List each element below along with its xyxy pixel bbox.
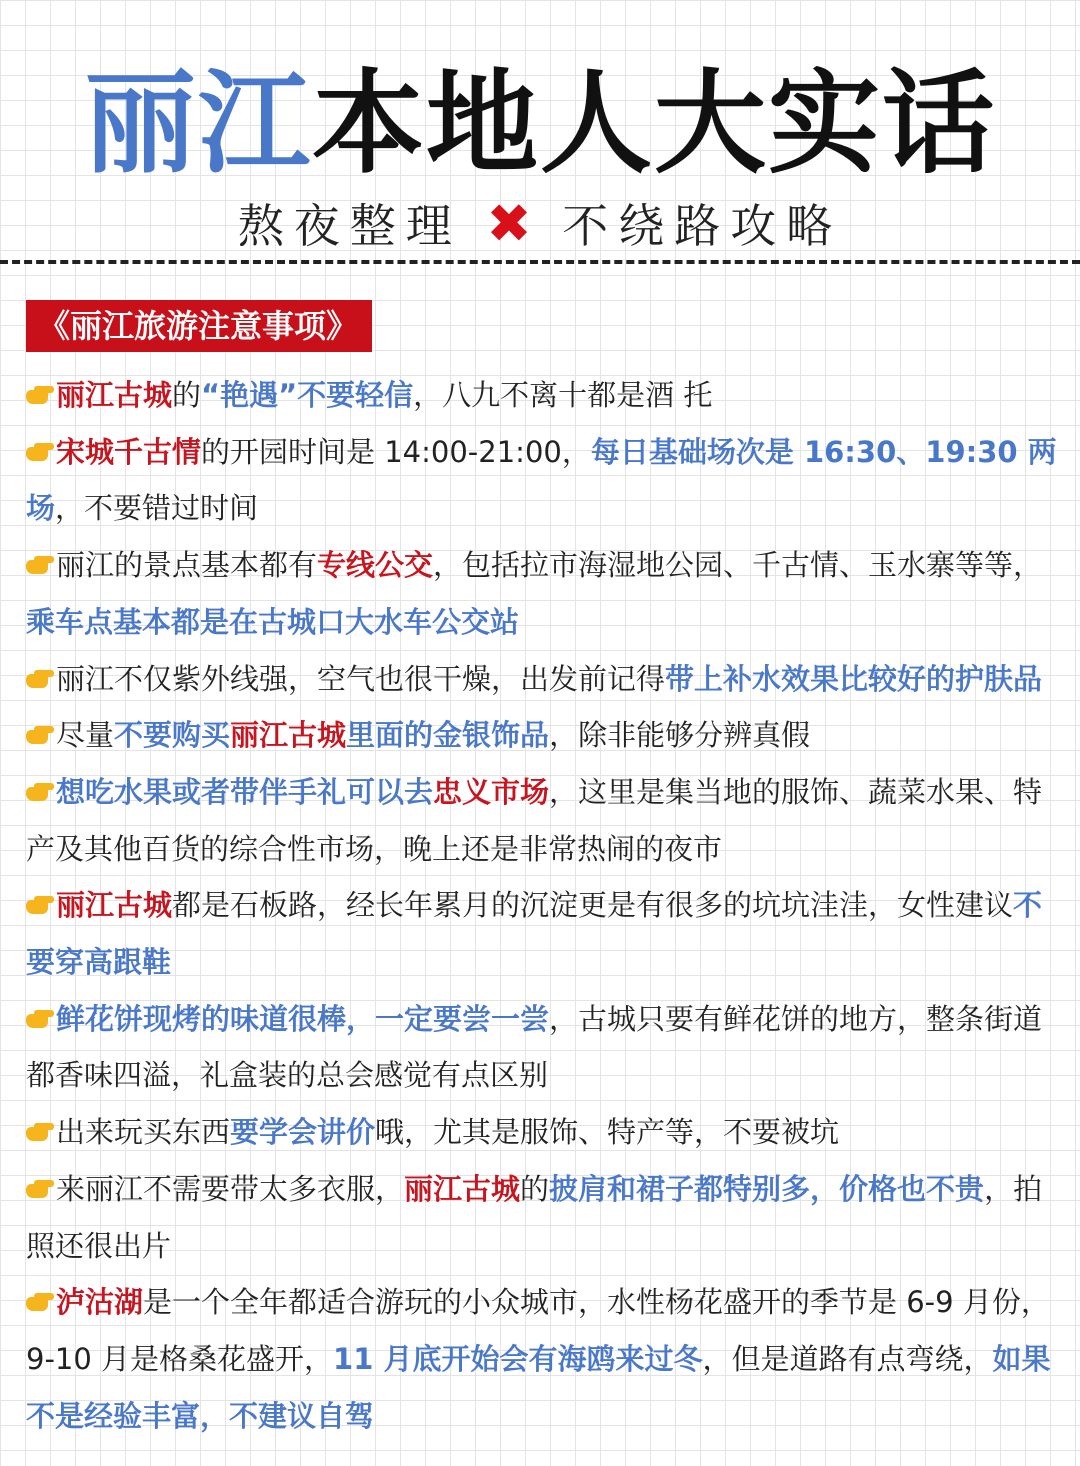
dashed-divider xyxy=(0,260,1080,264)
tip-text: ，拍照还很出片 xyxy=(26,1171,1043,1263)
tip-item xyxy=(26,537,1058,650)
highlight-red: 泸沽湖 xyxy=(56,1285,144,1320)
tip-text: 哦，尤其是服饰、特产等，不要被坑 xyxy=(375,1115,840,1150)
highlight-blue: 里面的金银饰品 xyxy=(346,718,550,753)
tip-item xyxy=(26,991,1058,1104)
tip-text: ，但是道路有点弯绕， xyxy=(702,1341,993,1376)
tip-item xyxy=(26,1274,1058,1444)
tip-text: 的开园时间是 14:00-21:00， xyxy=(201,434,591,469)
highlight-blue: 想吃水果或者带伴手礼可以去 xyxy=(56,774,434,809)
pointing-hand-icon xyxy=(26,724,54,748)
pointing-hand-icon xyxy=(26,1291,54,1315)
tip-item xyxy=(26,1161,1058,1274)
title-city: 丽江 xyxy=(84,59,312,189)
pointing-hand-icon xyxy=(26,1178,54,1202)
highlight-blue: 不要购买 xyxy=(114,718,231,753)
tip-text: 都是石板路，经长年累月的沉淀更是有很多的坑坑洼洼，女性建议 xyxy=(172,888,1014,923)
highlight-red: 丽江古城 xyxy=(56,888,173,923)
highlight-blue: 不要穿高跟鞋 xyxy=(26,888,1043,980)
highlight-red: 忠义市场 xyxy=(433,774,550,809)
highlight-red: 宋城千古情 xyxy=(56,434,202,469)
tip-text: ，除非能够分辨真假 xyxy=(549,718,811,753)
tip-text: 是一个全年都适合游玩的小众城市，水性杨花盛开的季节是 6-9 月份，9-10 月是格桑花盛开， xyxy=(26,1285,1050,1376)
pointing-hand-icon xyxy=(26,384,54,408)
pointing-hand-icon xyxy=(26,1121,54,1145)
tip-item xyxy=(26,367,1058,424)
tip-text: 丽江的景点基本都有 xyxy=(56,548,318,583)
highlight-blue: 带上补水效果比较好的护肤品 xyxy=(665,661,1043,696)
page-title xyxy=(0,59,1080,189)
tip-item xyxy=(26,651,1058,708)
highlight-blue: 披肩和裙子都特别多，价格也不贵 xyxy=(549,1171,985,1206)
highlight-blue: 乘车点基本都是在古城口大水车公交站 xyxy=(26,604,520,639)
tip-text: ，这里是集当地的服饰、蔬菜水果、特产及其他百货的综合性市场，晚上还是非常热闹的夜市 xyxy=(26,774,1043,866)
tip-text: 的 xyxy=(520,1171,550,1206)
highlight-blue: 要学会讲价 xyxy=(230,1115,376,1150)
pointing-hand-icon xyxy=(26,894,54,918)
pointing-hand-icon xyxy=(26,554,54,578)
red-x-icon: ✖ xyxy=(486,192,538,255)
tip-item xyxy=(26,1104,1058,1161)
subtitle-left: 熬夜整理 xyxy=(237,199,462,253)
highlight-red: 丽江古城 xyxy=(56,378,173,412)
highlight-red: 专线公交 xyxy=(317,548,434,583)
subtitle xyxy=(0,194,1080,256)
tip-text: ，八九不离十都是酒 托 xyxy=(413,378,713,412)
pointing-hand-icon xyxy=(26,441,54,465)
tip-item xyxy=(26,424,1058,537)
highlight-blue: “艳遇”不要轻信 xyxy=(201,378,414,412)
pointing-hand-icon xyxy=(26,1008,54,1032)
pointing-hand-icon xyxy=(26,668,54,692)
highlight-blue: 每日基础场次是 16:30、19:30 两场 xyxy=(26,434,1057,526)
highlight-red: 丽江古城 xyxy=(404,1171,521,1206)
tip-item xyxy=(26,877,1058,990)
tip-text: 出来玩买东西 xyxy=(56,1115,231,1150)
highlight-blue: 如果不是经验丰富，不建议自驾 xyxy=(26,1341,1051,1433)
pointing-hand-icon xyxy=(26,781,54,805)
highlight-red: 丽江古城 xyxy=(230,718,347,753)
tip-item xyxy=(26,764,1058,877)
title-rest: 本地人大实话 xyxy=(312,59,996,189)
highlight-blue: 鲜花饼现烤的味道很棒，一定要尝一尝 xyxy=(56,1001,550,1036)
tip-text: 尽量 xyxy=(56,718,115,753)
tip-text: 来丽江不需要带太多衣服， xyxy=(56,1171,405,1206)
tip-item xyxy=(26,707,1058,764)
tip-text: ，不要错过时间 xyxy=(55,491,259,526)
tip-text: ，包括拉市海湿地公园、千古情、玉水寨等等， xyxy=(433,548,1043,583)
tip-text: ，古城只要有鲜花饼的地方，整条街道都香味四溢，礼盒装的总会感觉有点区别 xyxy=(26,1001,1043,1093)
tip-text: 的 xyxy=(172,378,202,412)
subtitle-right: 不绕路攻略 xyxy=(562,199,843,253)
tips-list xyxy=(26,367,1058,1444)
highlight-blue: 11 月底开始会有海鸥来过冬 xyxy=(333,1341,703,1376)
section-tag: 《丽江旅游注意事项》 xyxy=(26,300,372,352)
tip-text: 丽江不仅紫外线强，空气也很干燥，出发前记得 xyxy=(56,661,666,696)
